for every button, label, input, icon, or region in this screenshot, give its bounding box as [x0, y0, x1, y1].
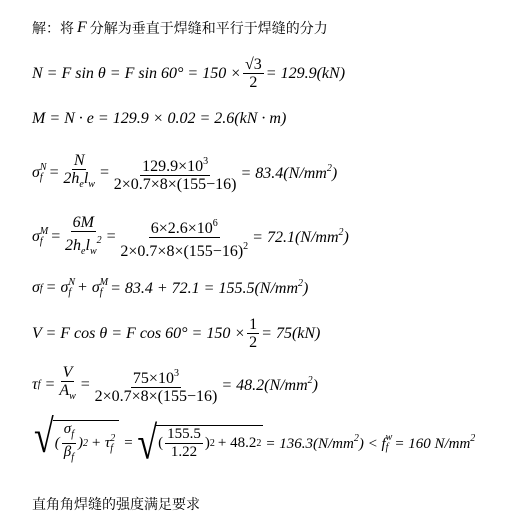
eq3-f1-den: $2h_el_w$: [63, 170, 95, 190]
equation-normal-force: [32, 56, 345, 91]
eq4-rhs: = $72.1(N/mm^2)$: [252, 227, 349, 246]
eq7-fraction-2: [93, 365, 220, 405]
intro-prefix: 解：将: [32, 21, 74, 37]
equation-sigma-f: [32, 278, 308, 298]
eq8-f1-num: $\sigma_f$: [62, 421, 76, 444]
eq3-sigma: σ: [32, 163, 40, 181]
eq7-f2-num: $75\times 10^3$: [131, 365, 181, 388]
eq8-pow-2: 2: [209, 438, 215, 449]
equation-sigma-m: σ M f = $\frac{6M}{2h_el_w^2}$ = $\frac{6\times 2.6\times 10^6}{2\times 0.7\times 8\times(155-16)^2}$ = $72.1(N/mm^2)$: [32, 214, 349, 260]
equation-moment: [32, 110, 286, 128]
eq8-tau-indices: 2 f: [110, 432, 116, 454]
eq7-rhs: = $48.2(N/mm^2)$: [221, 374, 318, 394]
eq6-rhs: = 75(kN): [261, 324, 321, 342]
eq5-plus: + σ: [77, 279, 100, 296]
eq8-tail-sup: 2: [256, 438, 262, 449]
eq4-sigma-indices: [40, 227, 48, 247]
eq3-rhs: = $83.4(N/mm^2)$: [240, 162, 338, 182]
eq8-fraction-2: [165, 426, 203, 461]
eq7-tau: τ: [32, 375, 38, 393]
eq7-f1-den: $A_w$: [59, 382, 76, 402]
equation-shear-force: [32, 316, 320, 351]
equation-tau: τ f = $\frac{V}{A_w}$ = $\frac{75\times 10^3}{2\times 0.7\times 8\times(155-16)}$ = $48.2(N/mm^2)$: [32, 364, 318, 405]
eq3-f2-den: 2×0.7×8×(155−16): [113, 175, 237, 193]
eq6-num: 1: [249, 316, 258, 333]
eq4-fraction-2: [118, 215, 250, 260]
eq7-f2-den: 2×0.7×8×(155−16): [94, 387, 218, 405]
eq5-sigma: σ: [32, 279, 40, 296]
eq6-fraction: [247, 316, 259, 351]
eq3-f2-num: $129.9\times 10^3$: [140, 153, 210, 176]
eq1-num: √3: [245, 56, 262, 73]
eq7-f1-num: V: [62, 364, 73, 381]
conclusion-text: 直角角焊缝的强度满足要求: [32, 497, 200, 513]
eq8-sqrt-1: √ ( $\frac{\sigma_f}{\beta_f}$ ) 2 + τ 2 f: [34, 420, 119, 466]
eq3-sigma-sub: f: [39, 171, 43, 183]
eq3-f1-num: N: [73, 152, 85, 169]
eq4-sigma-sup: M: [39, 226, 49, 237]
eq8-f1-den: $\beta_f$: [63, 444, 75, 463]
eq8-rhs-end: = 160 $N/mm^2$: [394, 433, 476, 452]
eq5-sigma-sub: f: [39, 282, 43, 294]
eq4-f1-num: 6M: [72, 214, 94, 231]
eq7-fraction-1: [57, 364, 77, 405]
eq3-fraction-1: [61, 152, 97, 193]
intro-line: [32, 18, 328, 38]
eq4-sigma-sub: f: [39, 236, 43, 247]
eq6-den: 2: [249, 334, 258, 351]
eq7-tau-sub: f: [37, 379, 41, 390]
intro-var: F: [77, 19, 87, 36]
eq4-f1-den: $2h_el_w^2$: [65, 235, 102, 257]
eq1-fraction: [243, 56, 264, 91]
equation-sigma-n: σ N f = $\frac{N}{2h_el_w}$ = $\frac{129.9\times 10^3}{2\times 0.7\times 8\times(155-16)}$ = $83.4(N/mm^2)$: [32, 152, 338, 193]
eq8-sqrt-2: √ ( $\frac{155.5}{1.22}$ ) 2 + 48.2 2: [137, 417, 262, 469]
eq6-lhs: V = F cos θ = F cos 60° = 150 ×: [32, 324, 246, 342]
conclusion-line: [32, 494, 200, 514]
eq5-rhs: = $83.4 + 72.1 = 155.5(N/mm^2)$: [110, 278, 309, 297]
eq5-b-indices: N f: [68, 277, 76, 298]
eq4-sigma: σ: [32, 228, 40, 245]
eq5-eq: = σ: [45, 279, 69, 296]
eq8-fraction-1: [62, 421, 76, 466]
eq8-fw-indices: w f: [385, 432, 393, 453]
eq3-sigma-sup: N: [39, 161, 47, 173]
eq3-sigma-indices: [40, 163, 47, 183]
eq3-fraction-2: [112, 153, 239, 193]
eq8-pow-1: 2: [83, 438, 89, 449]
eq8-f2-num: 155.5: [167, 426, 201, 442]
equation-combined-check: √ ( $\frac{\sigma_f}{\beta_f}$ ) 2 + τ 2 f = √ ( $\frac{155.5}{1.22}$ ) 2 + 48.2 2 = $136.3(N/mm^2) < f$ w f = 160 $N/mm^2$: [34, 410, 476, 469]
eq1-den: 2: [249, 74, 258, 91]
eq5-c-indices: M f: [99, 277, 109, 298]
eq4-fraction-1: [63, 214, 104, 260]
eq8-tau: + τ: [91, 435, 111, 451]
eq8-rhs: = $136.3(N/mm^2) < f$: [265, 433, 386, 452]
eq8-f2-den: 1.22: [170, 444, 198, 460]
eq4-f2-num: $6\times 2.6\times 10^6$: [149, 215, 220, 238]
intro-suffix: 分解为垂直于焊缝和平行于焊缝的分力: [89, 21, 328, 37]
eq4-f2-den: $2\times 0.7\times 8\times(155-16)^2$: [120, 240, 249, 260]
eq1-lhs: N = F sin θ = F sin 60° = 150 ×: [32, 64, 242, 82]
eq2-text: M = N · e = 129.9 × 0.02 = 2.6(kN · m): [32, 110, 287, 127]
eq1-rhs: = 129.9(kN): [265, 64, 346, 82]
eq8-tail: + 48.2: [217, 435, 257, 451]
